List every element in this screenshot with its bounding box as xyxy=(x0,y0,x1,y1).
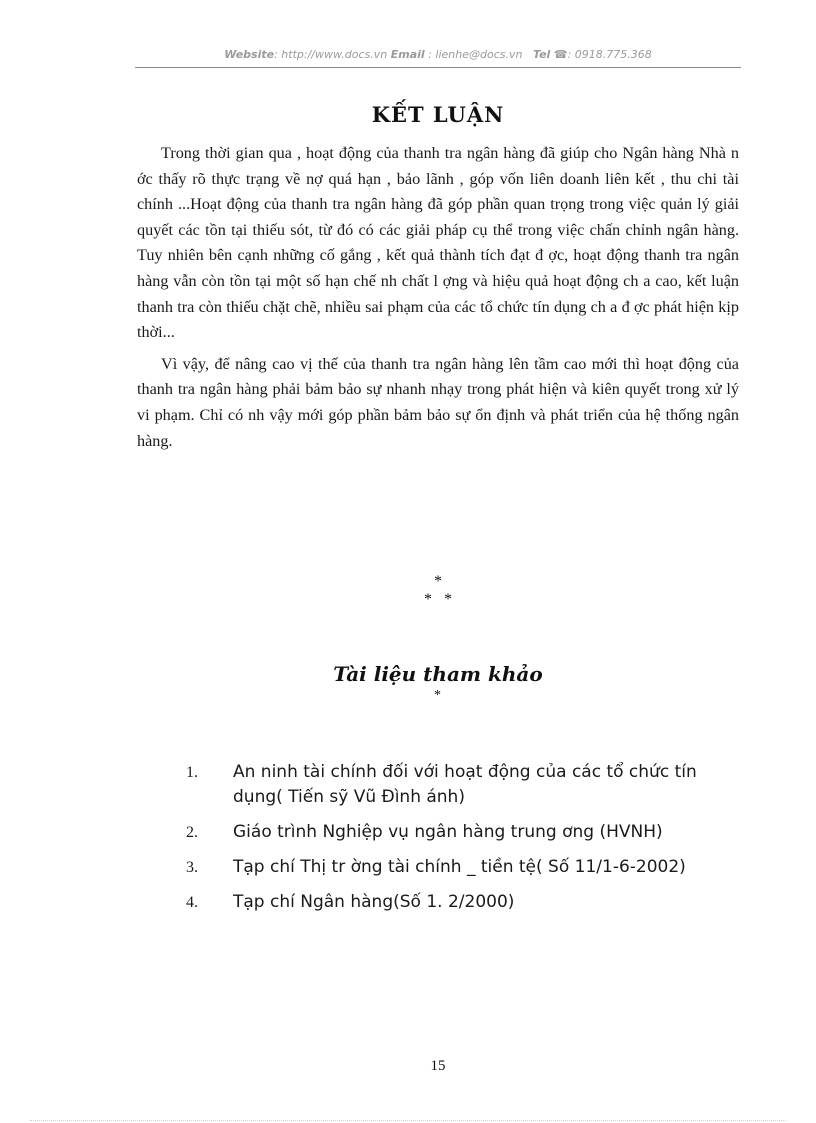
reference-item xyxy=(186,890,746,915)
website-label: Website xyxy=(224,48,275,61)
reference-number: 4. xyxy=(186,894,198,911)
reference-number: 1. xyxy=(186,764,198,781)
reference-text: An ninh tài chính đối với hoạt động của các tổ chức tín dụng( Tiến sỹ Vũ Đình ánh) xyxy=(233,762,697,807)
tel-value: : 0918.775.368 xyxy=(567,48,652,61)
reference-item xyxy=(186,855,746,880)
reference-text: Tạp chí Ngân hàng(Số 1. 2/2000) xyxy=(233,892,515,912)
reference-item xyxy=(186,820,746,845)
paragraph-1: Trong thời gian qua , hoạt động của thanh tra ngân hàng đã giúp cho Ngân hàng Nhà n ớc thấy rõ thực trạng về nợ quá hạn , bảo lãnh , góp vốn liên doanh liên kết , thu chi tài chính ...Hoạt động của thanh tra ngân hàng đã góp phần quan trọng trong việc quản lý giải quyết các tồn tại thiếu sót, từ đó có các giải pháp cụ thể trong việc chấn chỉnh ngân hàng. Tuy nhiên bên cạnh những cố gắng , kết quả thành tích đạt đ ợc, hoạt động thanh tra ngân hàng vẫn còn tồn tại một số hạn chế nh chất l ợng và hiệu quả hoạt động ch a cao, kết luận thanh tra còn thiếu chặt chẽ, nhiều sai phạm của các tổ chức tín dụng ch a đ ợc phát hiện kịp thời... xyxy=(137,144,739,342)
page-title: KẾT LUẬN xyxy=(371,102,505,127)
reference-text: Giáo trình Nghiệp vụ ngân hàng trung ơng (HVNH) xyxy=(233,822,663,842)
reference-number: 3. xyxy=(186,859,198,876)
website-value: : http://www.docs.vn xyxy=(274,48,388,61)
conclusion-body xyxy=(137,141,739,454)
header-rule xyxy=(135,67,741,68)
email-value: : lienhe@docs.vn xyxy=(424,48,523,61)
reference-item xyxy=(186,760,746,810)
page-header xyxy=(135,48,741,66)
reference-text: Tạp chí Thị tr ờng tài chính _ tiền tệ( Số 11/1-6-2002) xyxy=(233,857,686,877)
page-number: 15 xyxy=(430,1058,446,1074)
references-list xyxy=(186,760,746,915)
email-label: Email xyxy=(390,48,425,61)
tel-label: Tel xyxy=(532,48,551,61)
references-title: Tài liệu tham khảo xyxy=(333,662,543,686)
page-bottom-border xyxy=(30,1120,786,1121)
separator-star-top: * xyxy=(434,573,442,590)
references-marker: * xyxy=(434,688,441,703)
phone-icon: ☎ xyxy=(553,48,568,61)
reference-number: 2. xyxy=(186,824,198,841)
paragraph-2: Vì vậy, để nâng cao vị thế của thanh tra ngân hàng lên tầm cao mới thì hoạt động của thanh tra ngân hàng phải bảm bảo sự nhanh nhạy trong phát hiện và kiên quyết trong xử lý vi phạm. Chỉ có nh vậy mới góp phần bảm bảo sự ổn định và phát triển của hệ thống ngân hàng. xyxy=(137,354,739,450)
separator-stars-bottom: * * xyxy=(424,591,452,608)
